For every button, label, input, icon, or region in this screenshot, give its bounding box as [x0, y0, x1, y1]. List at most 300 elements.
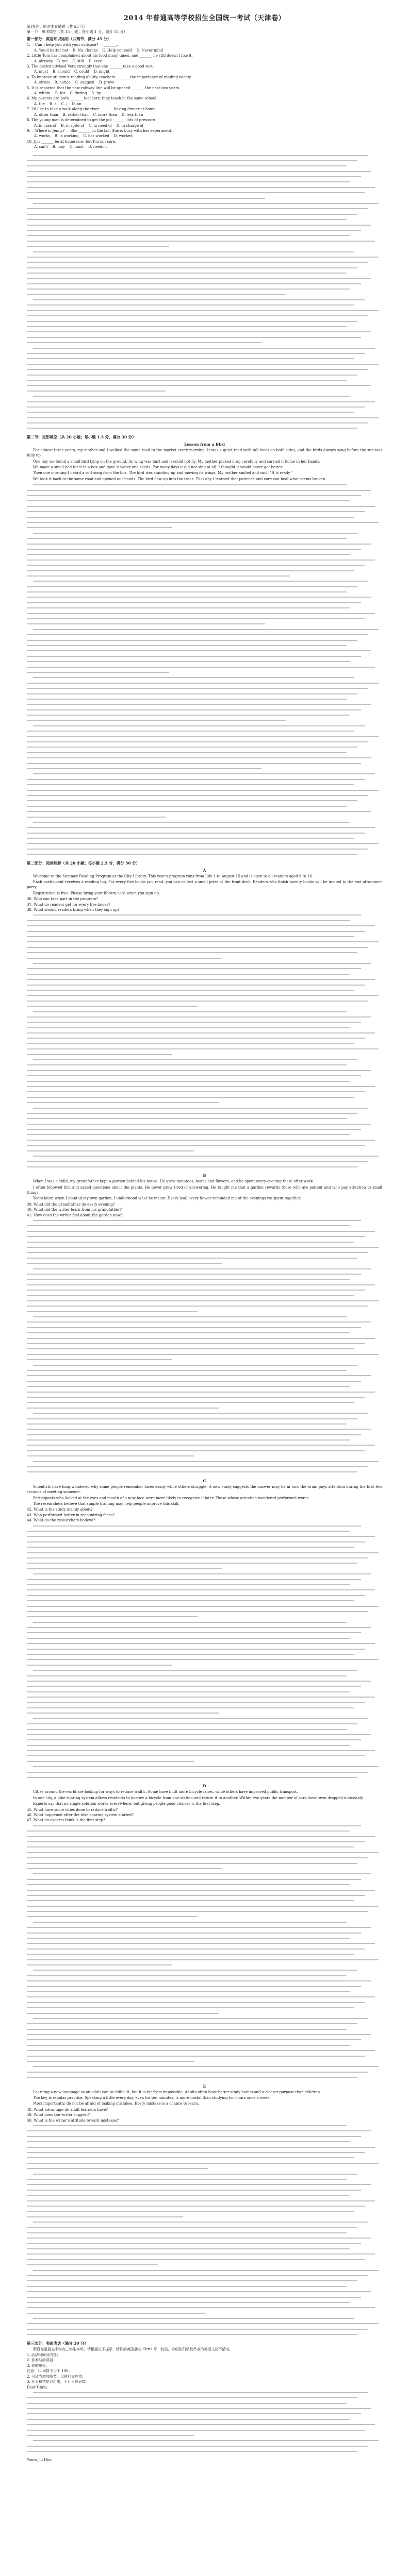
text-filler-block [27, 2123, 382, 2337]
illegible-text-line [27, 1925, 382, 1930]
illegible-text-line [27, 1743, 382, 1748]
question: 7. I'd like to take a walk along the river _______ having dinner at home. [27, 107, 157, 112]
illegible-text-line [27, 988, 382, 993]
illegible-text-line [27, 1111, 382, 1116]
illegible-text-line [27, 2150, 382, 2155]
illegible-text-line [27, 1978, 382, 1984]
illegible-text-line [27, 2390, 382, 2395]
illegible-text-line [27, 1545, 382, 1550]
illegible-text-line [27, 1663, 382, 1668]
illegible-text-line [27, 1753, 382, 1758]
text-filler-block [27, 1523, 382, 1781]
illegible-text-line [27, 918, 382, 923]
illegible-text-line [27, 1132, 382, 1137]
question: 8. The young man is determined to get the job _______ lots of pressure. [27, 118, 157, 123]
illegible-text-line [27, 2166, 382, 2171]
writing-note: 3. 开头和结尾已给出，不计入总词数。 [27, 2380, 89, 2384]
illegible-text-line [27, 1293, 382, 1298]
illegible-text-line [27, 1020, 382, 1025]
illegible-text-line [27, 579, 382, 584]
illegible-text-line [27, 2209, 382, 2214]
illegible-text-line [27, 158, 382, 163]
illegible-text-line [27, 654, 382, 659]
illegible-text-line [27, 2449, 382, 2454]
question-options: A. stress B. notice C. suggest D. prove [34, 80, 114, 85]
illegible-text-line [27, 399, 382, 404]
illegible-text-line [27, 643, 382, 648]
passage-paragraph: Most importantly, do not be afraid of making mistakes. Every mistake is a chance to learn. [33, 2102, 199, 2106]
question: 40. What did the writer learn from his grandfather? [27, 1208, 122, 1212]
illegible-text-line [27, 2246, 382, 2251]
illegible-text-line [27, 945, 382, 950]
illegible-text-line [27, 1095, 382, 1100]
illegible-text-line [27, 498, 382, 503]
question-options: A. already B. yet C. still D. even [34, 59, 103, 63]
question: 49. What does the writer suggest? [27, 2113, 90, 2117]
illegible-text-line [27, 525, 382, 530]
passage-label: C [203, 1478, 206, 1483]
illegible-text-line [27, 697, 382, 702]
illegible-text-line [27, 265, 382, 270]
illegible-text-line [27, 1968, 382, 1973]
question: 10. Jim _______ be at home now, but I'm not sure. [27, 139, 117, 144]
illegible-text-line [27, 1839, 382, 1844]
question-options: A. works B. is working C. has worked D. worked [34, 134, 133, 139]
question-options: A. the B. a C. / D. an [34, 101, 81, 106]
illegible-text-line [27, 281, 382, 286]
question: 42. What is the study mainly about? [27, 1507, 93, 1512]
illegible-text-line [27, 2048, 382, 2053]
illegible-text-line [27, 2327, 382, 2332]
question: 2. Little Tom has complained about his food many times, and _______ he still doesn't like it. [27, 54, 193, 58]
illegible-text-line [27, 2204, 382, 2209]
passage-paragraph: When I was a child, my grandfather kept a garden behind his house. He grew tomatoes, beans and flowers, and he spent every evening there after work. [33, 1179, 314, 1184]
illegible-text-line [27, 1861, 382, 1866]
illegible-text-line [27, 1014, 382, 1020]
illegible-text-line [27, 1914, 382, 1919]
illegible-text-line [27, 2037, 382, 2042]
question: 3. The doctor advised Vera strongly that she _______ take a good rest. [27, 64, 154, 69]
question: 41. How does the writer feel about the garden now? [27, 1213, 123, 1217]
illegible-text-line [27, 707, 382, 713]
illegible-text-line [27, 531, 382, 536]
illegible-text-line [27, 297, 382, 302]
illegible-text-line [27, 2284, 382, 2289]
passage-paragraph: The researchers believe that simple training may help people improve this skill. [33, 1502, 180, 1506]
illegible-text-line [27, 573, 382, 579]
illegible-text-line [27, 563, 382, 568]
passage-paragraph: Years later, when I planted my own garden, I understood what he meant. Every leaf, every flower reminded me of the evenings we spent together. [33, 1196, 301, 1201]
illegible-text-line [27, 1250, 382, 1255]
illegible-text-line [27, 1550, 382, 1555]
illegible-text-line [27, 1679, 382, 1684]
question: 1. —Can I help you with your suitcase? —_______. [27, 43, 118, 47]
illegible-text-line [27, 1748, 382, 1753]
illegible-text-line [27, 302, 382, 308]
illegible-text-line [27, 1052, 382, 1057]
illegible-text-line [27, 1834, 382, 1839]
illegible-text-line [27, 228, 382, 233]
illegible-text-line [27, 233, 382, 238]
illegible-text-line [27, 939, 382, 944]
illegible-text-line [27, 1416, 382, 1421]
illegible-text-line [27, 1561, 382, 1566]
illegible-text-line [27, 1453, 382, 1459]
question: 36. Who can take part in the program? [27, 897, 99, 902]
illegible-text-line [27, 2134, 382, 2139]
illegible-text-line [27, 1904, 382, 1909]
illegible-text-line [27, 1710, 382, 1716]
illegible-text-line [27, 2428, 382, 2433]
illegible-text-line [27, 621, 382, 626]
illegible-text-line [27, 665, 382, 670]
illegible-text-line [27, 1405, 382, 1411]
passage-paragraph: One day we found a small bird lying on the ground. Its wing was hurt and it could not fly. My mother picked it up carefully and carried it home in her hands. [33, 459, 321, 464]
illegible-text-line [27, 782, 382, 787]
illegible-text-line [27, 2321, 382, 2326]
illegible-text-line [27, 1062, 382, 1067]
illegible-text-line [27, 394, 382, 399]
illegible-text-line [27, 1256, 382, 1261]
question: 6. My parents are both _______ teachers; they teach in the same school. [27, 96, 158, 101]
illegible-text-line [27, 420, 382, 426]
illegible-text-line [27, 1577, 382, 1582]
illegible-text-line [27, 1303, 382, 1309]
illegible-text-line [27, 520, 382, 525]
illegible-text-line [27, 1668, 382, 1673]
answer-lines-block [27, 2390, 382, 2454]
illegible-text-line [27, 185, 382, 190]
illegible-text-line [27, 493, 382, 498]
illegible-text-line [27, 1732, 382, 1737]
illegible-text-line [27, 1336, 382, 1341]
illegible-text-line [27, 2161, 382, 2166]
illegible-text-line [27, 249, 382, 255]
question: 45. What have some cities done to reduce traffic? [27, 1807, 118, 1812]
illegible-text-line [27, 509, 382, 514]
illegible-text-line [27, 982, 382, 988]
illegible-text-line [27, 1759, 382, 1764]
question: 9. —Where is Jenny? —She _______ in the lab. She is busy with her experiment. [27, 128, 173, 133]
illegible-text-line [27, 340, 382, 345]
illegible-text-line [27, 1877, 382, 1882]
passage-paragraph: Each participant receives a reading log. For every five books you read, you can collect a small prize at the front desk. Readers who finish twenty books will be invited to the end-of-summer party. [27, 880, 382, 890]
illegible-text-line [27, 1636, 382, 1641]
illegible-text-line [27, 536, 382, 541]
passage-paragraph: Welcome to the Summer Reading Program at the City Library. This year's program runs from July 1 to August 15 and is open to all readers aged 8 to 16. [33, 874, 314, 878]
illegible-text-line [27, 557, 382, 563]
question-options: A. must B. should C. could D. might [34, 70, 110, 74]
illegible-text-line [27, 367, 382, 372]
illegible-text-line [27, 388, 382, 394]
illegible-text-line [27, 1395, 382, 1400]
passage-title: Lesson from a Bird [184, 442, 225, 447]
illegible-text-line [27, 313, 382, 318]
illegible-text-line [27, 820, 382, 825]
writing-prompt: 假设你是晨光中学高三学生李华，请根据以下提示，给你的英国朋友 Chris 写一封信，介绍你们学校举办的英语文化节活动。 [33, 2347, 233, 2351]
writing-note: 2. 可适当增加细节，以使行文连贯； [27, 2374, 86, 2379]
illegible-text-line [27, 1828, 382, 1834]
illegible-text-line [27, 2433, 382, 2438]
illegible-text-line [27, 2032, 382, 2037]
illegible-text-line [27, 2300, 382, 2305]
illegible-text-line [27, 482, 382, 487]
illegible-text-line [27, 1871, 382, 1876]
illegible-text-line [27, 1427, 382, 1432]
illegible-text-line [27, 1775, 382, 1780]
illegible-text-line [27, 212, 382, 217]
illegible-text-line [27, 1159, 382, 1164]
illegible-text-line [27, 1100, 382, 1105]
illegible-text-line [27, 2155, 382, 2160]
illegible-text-line [27, 239, 382, 244]
illegible-text-line [27, 2316, 382, 2321]
illegible-text-line [27, 286, 382, 292]
illegible-text-line [27, 383, 382, 388]
illegible-text-line [27, 1657, 382, 1662]
illegible-text-line [27, 2311, 382, 2316]
illegible-text-line [27, 488, 382, 493]
illegible-text-line [27, 362, 382, 367]
illegible-text-line [27, 1421, 382, 1427]
illegible-text-line [27, 1041, 382, 1046]
question: 44. What do the researchers believe? [27, 1518, 95, 1523]
illegible-text-line [27, 686, 382, 691]
illegible-text-line [27, 1261, 382, 1266]
exam-meta-line-2: 第一节：单项填空（共 15 小题；每小题 1 分，满分 15 分） [27, 29, 127, 35]
illegible-text-line [27, 2145, 382, 2150]
illegible-text-line [27, 2043, 382, 2048]
illegible-text-line [27, 1984, 382, 1989]
illegible-text-line [27, 1036, 382, 1041]
illegible-text-line [27, 1363, 382, 1368]
illegible-text-line [27, 956, 382, 961]
question-options: A. within B. for C. during D. by [34, 91, 101, 96]
passage-label: B [203, 1173, 206, 1178]
illegible-text-line [27, 1057, 382, 1062]
illegible-text-line [27, 217, 382, 222]
illegible-text-line [27, 766, 382, 771]
illegible-text-line [27, 1850, 382, 1855]
text-filler-block [27, 482, 382, 857]
illegible-text-line [27, 1957, 382, 1962]
writing-closing: Yours, Li Hua [27, 2458, 52, 2462]
illegible-text-line [27, 1534, 382, 1539]
illegible-text-line [27, 1004, 382, 1009]
illegible-text-line [27, 788, 382, 793]
illegible-text-line [27, 1368, 382, 1373]
illegible-text-line [27, 2235, 382, 2241]
illegible-text-line [27, 841, 382, 846]
illegible-text-line [27, 1079, 382, 1084]
illegible-text-line [27, 2027, 382, 2032]
illegible-text-line [27, 1737, 382, 1742]
illegible-text-line [27, 319, 382, 324]
illegible-text-line [27, 1229, 382, 1234]
illegible-text-line [27, 1989, 382, 1994]
illegible-text-line [27, 659, 382, 664]
question-options: A. other than B. rather than C. more than D. less than [34, 112, 143, 117]
illegible-text-line [27, 2172, 382, 2177]
illegible-text-line [27, 163, 382, 168]
illegible-text-line [27, 1068, 382, 1073]
illegible-text-line [27, 798, 382, 803]
illegible-text-line [27, 1582, 382, 1587]
section1-heading: 第一部分：英语知识运用（共两节，满分 45 分） [27, 37, 111, 42]
illegible-text-line [27, 1164, 382, 1170]
illegible-text-line [27, 2406, 382, 2411]
illegible-text-line [27, 1384, 382, 1389]
illegible-text-line [27, 1025, 382, 1030]
illegible-text-line [27, 1154, 382, 1159]
illegible-text-line [27, 923, 382, 928]
illegible-text-line [27, 1352, 382, 1357]
illegible-text-line [27, 2054, 382, 2059]
writing-point: 2. 你参与的项目； [27, 2358, 57, 2363]
illegible-text-line [27, 1920, 382, 1925]
question-options: A. can't B. may C. must D. needn't [34, 145, 107, 149]
question: 5. It is reported that the new railway line will be opened _______ the next two years. [27, 86, 181, 90]
illegible-text-line [27, 2251, 382, 2257]
illegible-text-line [27, 244, 382, 249]
illegible-text-line [27, 611, 382, 616]
illegible-text-line [27, 1694, 382, 1700]
illegible-text-line [27, 1319, 382, 1325]
illegible-text-line [27, 568, 382, 573]
illegible-text-line [27, 1148, 382, 1154]
illegible-text-line [27, 2123, 382, 2128]
illegible-text-line [27, 804, 382, 809]
illegible-text-line [27, 831, 382, 836]
illegible-text-line [27, 372, 382, 378]
illegible-text-line [27, 1373, 382, 1378]
exam-title: 2014 年普通高等学校招生全国统一考试（天津卷） [123, 14, 286, 22]
illegible-text-line [27, 1122, 382, 1127]
illegible-text-line [27, 993, 382, 998]
illegible-text-line [27, 552, 382, 557]
illegible-text-line [27, 1705, 382, 1710]
illegible-text-line [27, 2438, 382, 2443]
illegible-text-line [27, 734, 382, 739]
illegible-text-line [27, 2332, 382, 2337]
illegible-text-line [27, 1973, 382, 1978]
illegible-text-line [27, 912, 382, 918]
illegible-text-line [27, 595, 382, 600]
illegible-text-line [27, 675, 382, 680]
illegible-text-line [27, 2139, 382, 2144]
illegible-text-line [27, 2016, 382, 2021]
illegible-text-line [27, 1443, 382, 1448]
illegible-text-line [27, 2064, 382, 2069]
illegible-text-line [27, 1084, 382, 1089]
illegible-text-line [27, 1539, 382, 1545]
illegible-text-line [27, 744, 382, 750]
illegible-text-line [27, 1106, 382, 1111]
illegible-text-line [27, 681, 382, 686]
passage-paragraph: We made a small bed for it in a box and gave it water and seeds. For many days it did not sing at all. I thought it would never get better. [33, 465, 283, 470]
illegible-text-line [27, 1882, 382, 1887]
illegible-text-line [27, 1630, 382, 1635]
illegible-text-line [27, 1523, 382, 1529]
illegible-text-line [27, 1566, 382, 1571]
illegible-text-line [27, 1325, 382, 1330]
illegible-text-line [27, 346, 382, 351]
illegible-text-line [27, 1089, 382, 1094]
illegible-text-line [27, 2198, 382, 2204]
illegible-text-line [27, 2225, 382, 2230]
illegible-text-line [27, 1587, 382, 1592]
illegible-text-line [27, 1823, 382, 1828]
illegible-text-line [27, 335, 382, 340]
illegible-text-line [27, 1936, 382, 1941]
illegible-text-line [27, 206, 382, 211]
passage-paragraph: Learning a new language as an adult can be difficult, but it is far from impossible. Adults often have better study habits and a clearer purpose than children. [33, 2090, 321, 2094]
illegible-text-line [27, 1314, 382, 1319]
section2-heading: 第二节：完形填空（共 20 小题；每小题 1.5 分，满分 30 分） [27, 434, 136, 439]
illegible-text-line [27, 1620, 382, 1625]
question-options: A. in case of B. in spite of C. in need of D. in charge of [34, 123, 144, 128]
illegible-text-line [27, 378, 382, 383]
illegible-text-line [27, 1437, 382, 1443]
illegible-text-line [27, 1529, 382, 1534]
illegible-text-line [27, 356, 382, 361]
writing-point: 1. 活动时间及内容； [27, 2353, 60, 2358]
illegible-text-line [27, 1234, 382, 1239]
illegible-text-line [27, 616, 382, 621]
illegible-text-line [27, 329, 382, 334]
illegible-text-line [27, 755, 382, 760]
passage-label: A [203, 868, 206, 873]
illegible-text-line [27, 771, 382, 776]
writing-heading: 第三部分：书面表达（满分 30 分） [27, 2341, 88, 2346]
illegible-text-line [27, 2305, 382, 2310]
illegible-text-line [27, 2230, 382, 2235]
illegible-text-line [27, 1346, 382, 1351]
passage-paragraph: In one city, a bike-sharing system allows residents to borrow a bicycle from one station and return it to another. Within two years the number of cars downtown dropped noticeably. [33, 1795, 364, 1800]
illegible-text-line [27, 934, 382, 939]
illegible-text-line [27, 1127, 382, 1132]
illegible-text-line [27, 1614, 382, 1619]
question: 38. What should readers bring when they sign up? [27, 908, 120, 912]
illegible-text-line [27, 1277, 382, 1282]
illegible-text-line [27, 1330, 382, 1335]
illegible-text-line [27, 1143, 382, 1148]
illegible-text-line [27, 1138, 382, 1143]
section1-questions [27, 42, 382, 149]
illegible-text-line [27, 1309, 382, 1314]
illegible-text-line [27, 1555, 382, 1561]
illegible-text-line [27, 2289, 382, 2294]
illegible-text-line [27, 1946, 382, 1952]
question: 37. What do readers get for every five books? [27, 902, 110, 907]
illegible-text-line [27, 2182, 382, 2187]
writing-opening: Dear Chris, [27, 2385, 48, 2389]
illegible-text-line [27, 1962, 382, 1968]
illegible-text-line [27, 1287, 382, 1293]
passage-paragraph: The key is regular practice. Speaking a little every day, even for ten minutes, is more useful than studying for hours once a week. [33, 2096, 271, 2100]
illegible-text-line [27, 2273, 382, 2278]
illegible-text-line [27, 1930, 382, 1936]
illegible-text-line [27, 777, 382, 782]
illegible-text-line [27, 2401, 382, 2406]
illegible-text-line [27, 515, 382, 520]
illegible-text-line [27, 1046, 382, 1052]
illegible-text-line [27, 691, 382, 697]
illegible-text-line [27, 1245, 382, 1250]
illegible-text-line [27, 1411, 382, 1416]
illegible-text-line [27, 276, 382, 281]
illegible-text-line [27, 2177, 382, 2182]
